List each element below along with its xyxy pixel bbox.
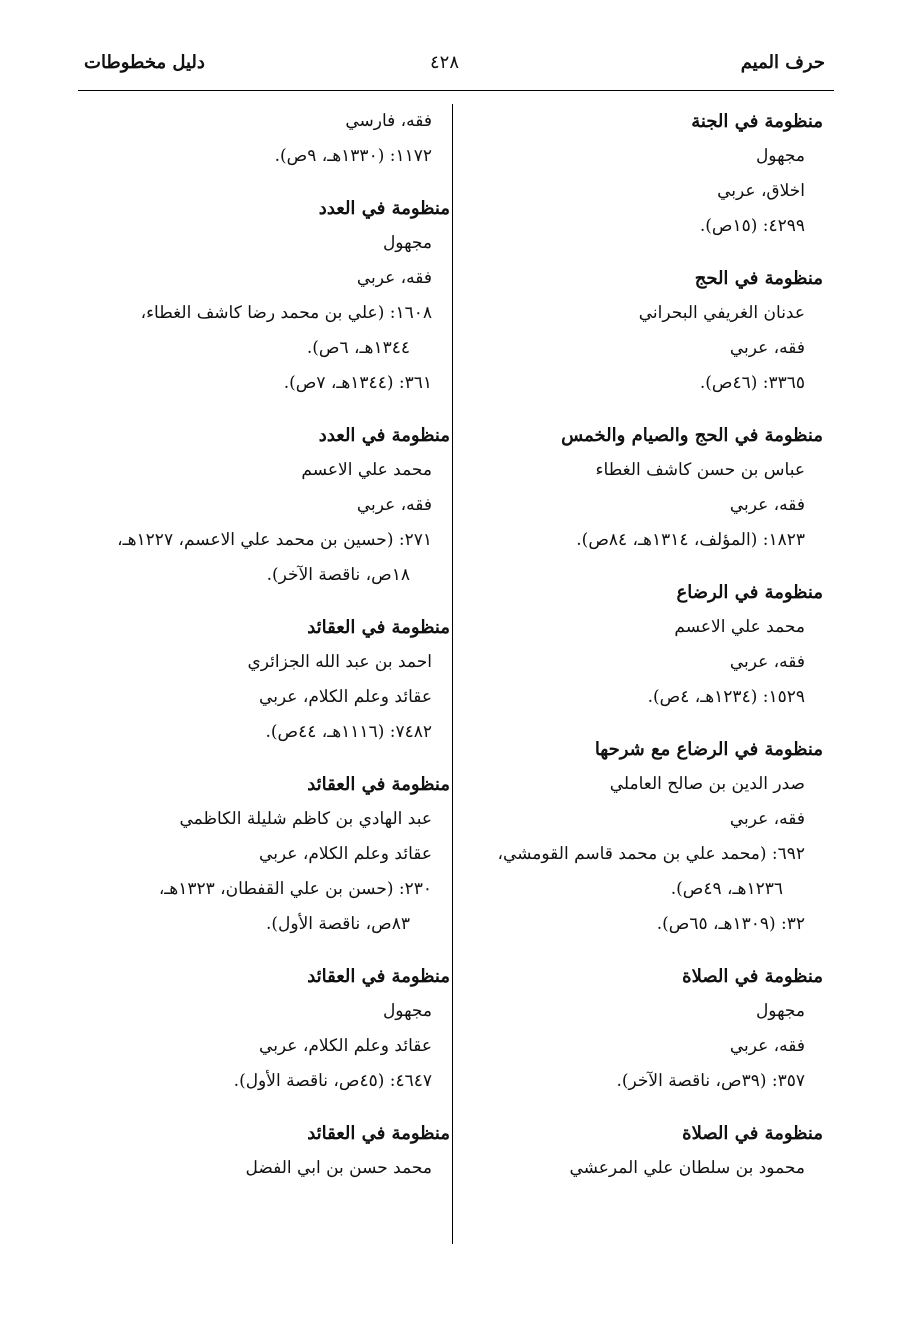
entry-subject: فقه، عربي [729, 495, 805, 515]
entry-subject: عقائد وعلم الكلام، عربي [259, 687, 432, 707]
entry-title: منظومة في الرضاع مع شرحها [594, 739, 823, 760]
entry-title: منظومة في العقائد [307, 966, 450, 987]
entry-manuscript-ref: ١٨ص، ناقصة الآخر). [266, 565, 410, 585]
entry-title: منظومة في الرضاع [676, 582, 823, 603]
entry-manuscript-ref: ١١٧٢: (١٣٣٠هـ، ٩ص). [274, 146, 432, 166]
entry-author: محمود بن سلطان علي المرعشي [569, 1158, 805, 1178]
header-rule [78, 90, 834, 91]
running-header-section: حرف الميم [740, 52, 825, 73]
entry-title: منظومة في الصلاة [682, 1123, 823, 1144]
entry-title: منظومة في العقائد [307, 617, 450, 638]
entry-manuscript-ref: ٣٦١: (١٣٤٤هـ، ٧ص). [283, 373, 432, 393]
entry-manuscript-ref: ١٦٠٨: (علي بن محمد رضا كاشف الغطاء، [140, 303, 432, 323]
entry-manuscript-ref: ٣٢: (١٣٠٩هـ، ٦٥ص). [656, 914, 805, 934]
catalog-entry [463, 104, 823, 244]
entry-author: مجهول [755, 146, 805, 166]
catalog-entry [463, 261, 823, 401]
entry-author: مجهول [382, 233, 432, 253]
catalog-entry [90, 418, 450, 593]
entry-author: عدنان الغريفي البحراني [638, 303, 805, 323]
left-column [90, 104, 450, 1203]
entry-subject: فقه، عربي [729, 809, 805, 829]
entry-title: منظومة في الحج [694, 268, 823, 289]
entry-subject: فقه، عربي [356, 268, 432, 288]
entry-subject: فقه، عربي [356, 495, 432, 515]
entry-title: منظومة في العقائد [307, 774, 450, 795]
entry-manuscript-ref: ٤٦٤٧: (٤٥ص، ناقصة الأول). [233, 1071, 432, 1091]
entry-author: محمد علي الاعسم [301, 460, 432, 480]
catalog-entry [463, 959, 823, 1099]
catalog-entry [90, 610, 450, 750]
catalog-entry [463, 575, 823, 715]
running-header-book-title: دليل مخطوطات [84, 52, 205, 73]
catalog-entry [463, 1116, 823, 1186]
entry-subject: اخلاق، عربي [717, 181, 805, 201]
entry-title: منظومة في الصلاة [682, 966, 823, 987]
entry-subject: فقه، عربي [729, 338, 805, 358]
column-divider [452, 104, 453, 1244]
entry-manuscript-ref: ٣٣٦٥: (٤٦ص). [699, 373, 805, 393]
entry-manuscript-ref: ٢٧١: (حسين بن محمد علي الاعسم، ١٢٢٧هـ، [117, 530, 432, 550]
entry-author: مجهول [755, 1001, 805, 1021]
entry-subject: فقه، عربي [729, 1036, 805, 1056]
catalog-entry [90, 191, 450, 401]
entry-manuscript-ref: ١٢٣٦هـ، ٤٩ص). [670, 879, 783, 899]
entry-title: منظومة في الجنة [691, 111, 823, 132]
entry-manuscript-ref: ١٥٢٩: (١٢٣٤هـ، ٤ص). [647, 687, 805, 707]
entry-title: منظومة في العدد [318, 198, 450, 219]
catalog-entry [463, 418, 823, 558]
entry-manuscript-ref: ٨٣ص، ناقصة الأول). [265, 914, 410, 934]
entry-author: عباس بن حسن كاشف الغطاء [595, 460, 805, 480]
entry-manuscript-ref: ٦٩٢: (محمد علي بن محمد قاسم القومشي، [497, 844, 805, 864]
entry-author: مجهول [382, 1001, 432, 1021]
entry-manuscript-ref: ١٣٤٤هـ، ٦ص). [306, 338, 410, 358]
entry-subject: عقائد وعلم الكلام، عربي [259, 1036, 432, 1056]
entry-subject: فقه، فارسي [345, 111, 432, 131]
entry-author: عبد الهادي بن كاظم شليلة الكاظمي [179, 809, 432, 829]
entry-author: محمد علي الاعسم [674, 617, 805, 637]
catalog-entry [90, 767, 450, 942]
page-number: ٤٢٨ [430, 52, 460, 73]
right-column [463, 104, 823, 1203]
entry-author: محمد حسن بن ابي الفضل [245, 1158, 432, 1178]
catalog-entry [463, 732, 823, 942]
entry-title: منظومة في العقائد [307, 1123, 450, 1144]
entry-manuscript-ref: ٣٥٧: (٣٩ص، ناقصة الآخر). [616, 1071, 805, 1091]
entry-author: صدر الدين بن صالح العاملي [609, 774, 805, 794]
entry-manuscript-ref: ٧٤٨٢: (١١١٦هـ، ٤٤ص). [265, 722, 432, 742]
catalog-entry [90, 1116, 450, 1186]
entry-subject: فقه، عربي [729, 652, 805, 672]
catalog-entry [90, 959, 450, 1099]
entry-title: منظومة في الحج والصيام والخمس [561, 425, 823, 446]
entry-title: منظومة في العدد [318, 425, 450, 446]
entry-manuscript-ref: ١٨٢٣: (المؤلف، ١٣١٤هـ، ٨٤ص). [576, 530, 805, 550]
entry-subject: عقائد وعلم الكلام، عربي [259, 844, 432, 864]
entry-manuscript-ref: ٤٢٩٩: (١٥ص). [699, 216, 805, 236]
entry-author: احمد بن عبد الله الجزائري [247, 652, 432, 672]
catalog-entry [90, 104, 450, 174]
entry-manuscript-ref: ٢٣٠: (حسن بن علي القفطان، ١٣٢٣هـ، [158, 879, 432, 899]
